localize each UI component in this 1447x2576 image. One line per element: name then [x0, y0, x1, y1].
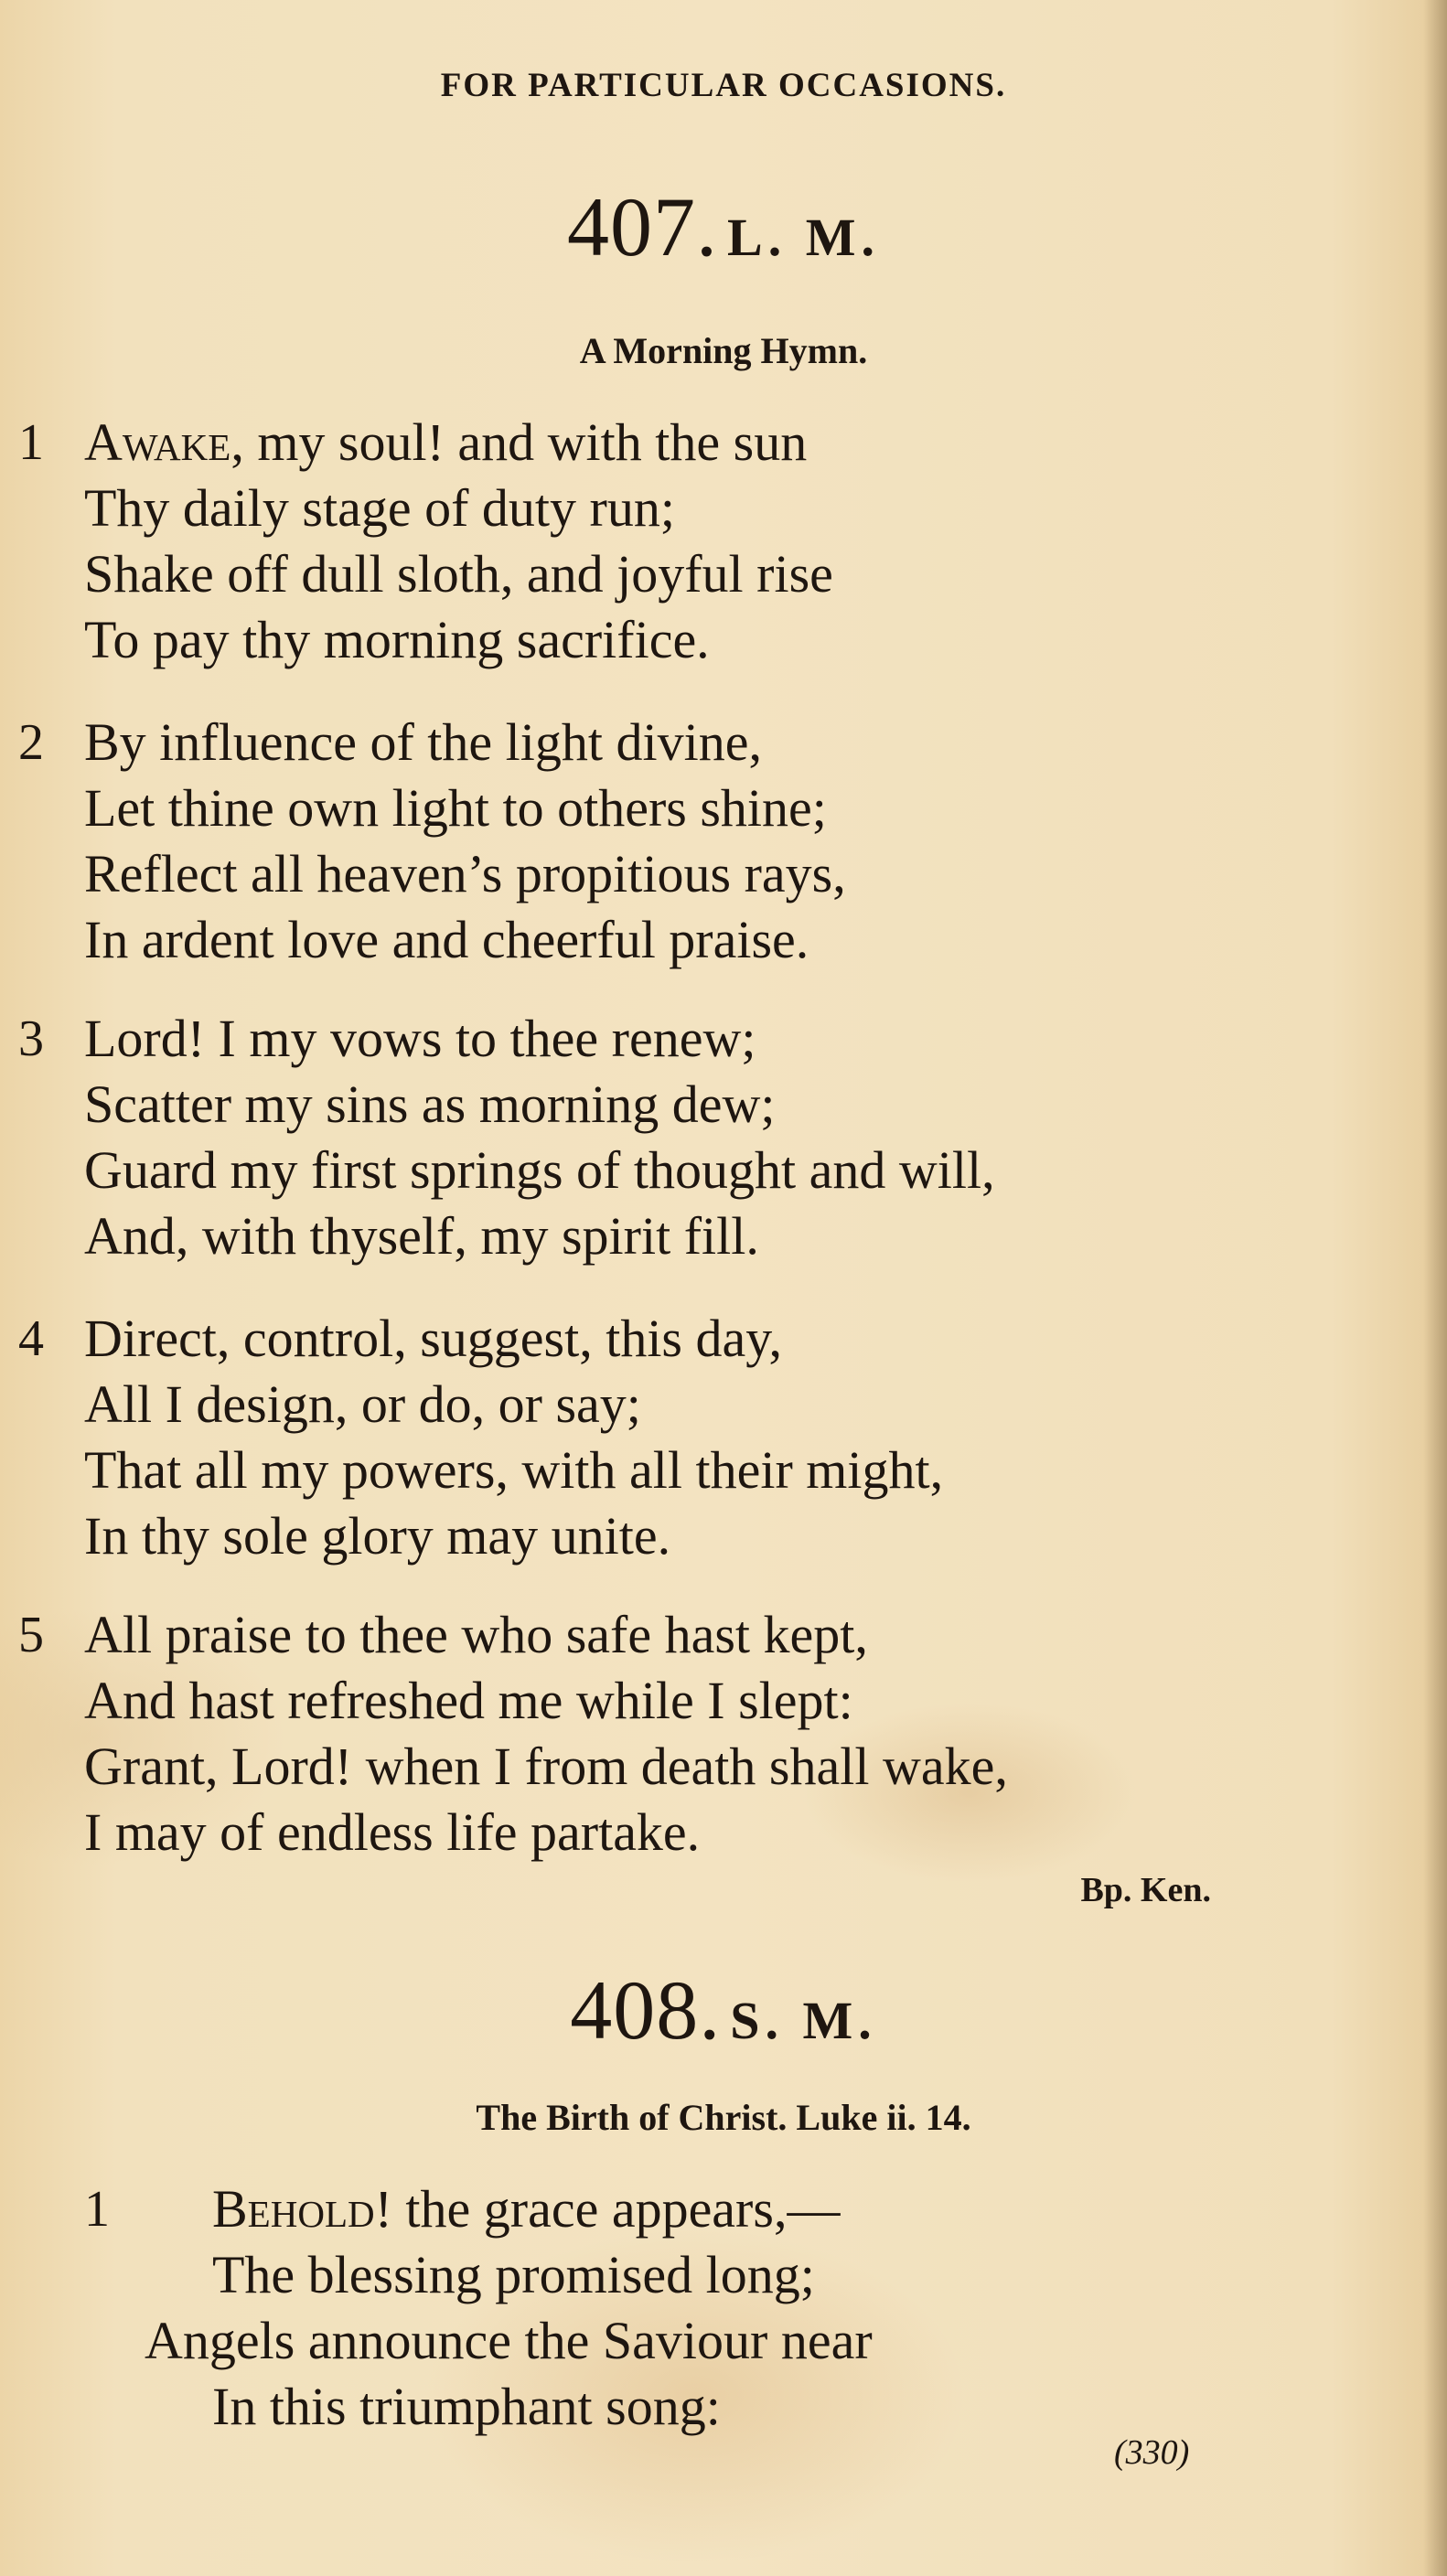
stanza-opening-word: Behold [212, 2179, 375, 2239]
stanza-line: Scatter my sins as morning dew; [84, 1074, 776, 1134]
stanza-number: 1 [84, 2181, 110, 2238]
stanza-line: Guard my first springs of thought and will, [84, 1140, 995, 1200]
stanza-line: Grant, Lord! when I from death shall wake, [84, 1737, 1008, 1796]
page-edge-shadow [1423, 0, 1447, 2576]
hymn-407-stanza-3 [0, 1006, 1372, 1269]
hymn-407-title: A Morning Hymn. [579, 330, 868, 371]
stanza-line: That all my powers, with all their might, [84, 1440, 944, 1500]
hymn-407-stanza-2 [0, 710, 1372, 973]
hymn-408-meter: S. M. [730, 1991, 877, 2050]
stanza-line: 4 Direct, control, suggest, this day, [0, 1306, 1372, 1372]
stanza-line: Reflect all heaven’s propitious rays, [84, 844, 846, 903]
hymn-407-stanza-1 [0, 410, 1372, 673]
stanza-line: The blessing promised long; [212, 2245, 815, 2304]
stanza-opening-word: Awake [84, 412, 231, 472]
hymn-408-stanza-1 [0, 2176, 1372, 2440]
stanza-number: 1 [18, 414, 44, 471]
hymn-408-title: The Birth of Christ. Luke ii. 14. [476, 2097, 971, 2138]
hymn-407-stanza-4 [0, 1306, 1372, 1569]
stanza-line: Let thine own light to others shine; [84, 778, 827, 838]
hymn-407-heading [0, 178, 1447, 275]
hymn-407-stanza-5 [0, 1602, 1372, 1865]
stanza-line: I may of endless life partake. [84, 1802, 701, 1862]
stanza-line: In ardent love and cheerful praise. [84, 910, 809, 969]
stanza-line: 2 By influence of the light divine, [0, 710, 1372, 775]
stanza-line: In thy sole glory may unite. [84, 1506, 671, 1566]
hymn-407-number: 407. [567, 180, 719, 273]
stanza-line-text: , my soul! and with the sun [230, 412, 808, 472]
stanza-line: 5 All praise to thee who safe hast kept, [0, 1602, 1372, 1668]
stanza-line: And hast refreshed me while I slept: [84, 1671, 853, 1730]
stanza-line: Thy daily stage of duty run; [84, 478, 675, 538]
hymn-407-attribution: Bp. Ken. [1080, 1871, 1211, 1909]
stanza-line: To pay thy morning sacrifice. [84, 610, 710, 669]
stanza-number: 2 [18, 714, 44, 771]
stanza-line: 3 Lord! I my vows to thee renew; [0, 1006, 1372, 1072]
hymn-407-meter: L. M. [727, 208, 880, 267]
page-number: (330) [1114, 2433, 1190, 2472]
stanza-line: Angels announce the Saviour near [145, 2311, 873, 2370]
running-head: FOR PARTICULAR OCCASIONS. [440, 67, 1007, 104]
stanza-line: Shake off dull sloth, and joyful rise [84, 544, 833, 604]
stanza-line: All I design, or do, or say; [84, 1374, 641, 1434]
stanza-number: 3 [18, 1010, 44, 1067]
stanza-line: In this triumphant song: [212, 2377, 721, 2436]
stanza-number: 5 [18, 1607, 44, 1663]
stanza-line [0, 2176, 1372, 2242]
stanza-number: 4 [18, 1310, 44, 1367]
stanza-line-text: ! the grace appears,— [374, 2179, 841, 2239]
hymn-408-heading [0, 1961, 1447, 2058]
stanza-line [0, 410, 1372, 476]
stanza-line: And, with thyself, my spirit fill. [84, 1206, 759, 1266]
hymn-408-number: 408. [570, 1963, 722, 2057]
